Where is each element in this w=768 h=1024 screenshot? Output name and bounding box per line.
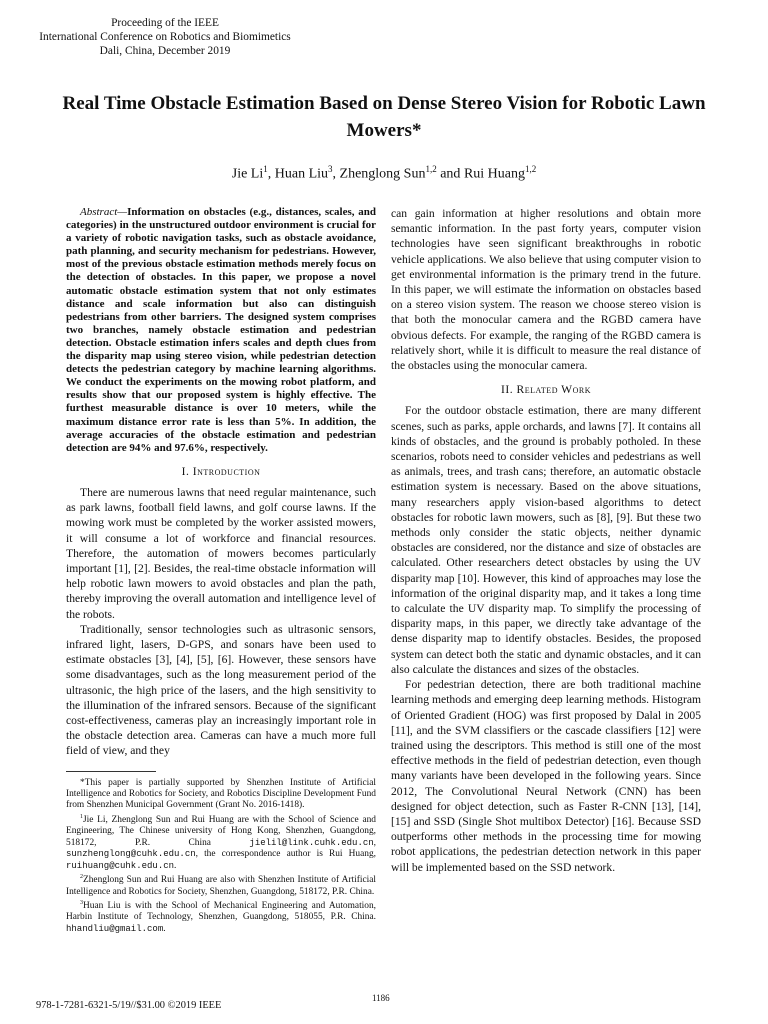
footnote-funding: *This paper is partially supported by Shenzhen Institute of Artificial Intelligence and Robotics for Society, and Robotics Discipline Development Fund from Shenzhen Municipal Government (Grant No. 2016-1418). [66, 777, 376, 811]
footnote-text: Jie Li, Zhenglong Sun and Rui Huang are with the School of Science and Engineering, The Chinese university of Hong Kong, Shenzhen, Guangdong, 518172, P.R. China [66, 814, 376, 848]
body-paragraph: For pedestrian detection, there are both traditional machine learning methods and emerging deep learning methods. Histogram of Oriented Gradient (HOG) was first proposed by Dalal in 2005 [11], and the SVM classifiers or the cascade classifiers [12] were trained using the descriptors. This method is still one of the most effective methods in the field of pedestrian detection, even though many variants have been developed in the following years. Since 2012, The Convolutional Neural Network (CNN) has been designed for object detection, such as Faster R-CNN [13], [14], [15] and SSD (Single Shot multibox Detector) [16]. Because SSD outperforms other methods in the processing time for mowing robot applications, the pedestrian detection network in this paper will be implemented based on the SSD network. [391, 678, 701, 874]
footnote-text: , the correspondence author is Rui Huang, [195, 849, 376, 860]
footnote-divider [66, 771, 156, 772]
page-number: 1186 [372, 993, 390, 1003]
author-affiliation: 1 [263, 164, 268, 174]
left-column [66, 206, 376, 935]
right-column [391, 206, 701, 875]
venue-line-2: International Conference on Robotics and Biomimetics [39, 31, 291, 43]
author-separator: , [267, 166, 275, 182]
footnote-affiliation-1: $^1$Jie Li, Zhenglong Sun and Rui Huang are with the School of Science and Engineering, The Chinese university of Hong Kong, Shenzhen, Guangdong, 518172, P.R. China jielil@link.cuhk.edu.cn, sunzhenglong@cuhk.edu.cn, the correspondence author is Rui Huang, ruihuang@cuhk.edu.cn. [66, 813, 376, 871]
venue-line-3: Dali, China, December 2019 [99, 45, 231, 57]
author-affiliation: 1,2 [525, 164, 537, 174]
body-paragraph: For the outdoor obstacle estimation, there are many different scenes, such as parks, apple orchards, and lawns [7]. It contains all kinds of obstacles, and the ground is probably potholed. In these scenarios, robots need to consider vehicles and pedestrians as well as animals, trees, and trash cans; therefore, an automatic obstacle estimation system is necessary. Based on the above situations, many researchers apply vision-based algorithms to detect obstacles for robotic lawn mowers, such as [8], [9]. But these two methods only consider the static objects, neither dynamic obstacles are considered, nor the distance and size of obstacles are calculated. Other researchers detect obstacles by using the UV disparity map [10]. However, this kind of approaches may lose the information of the original disparity map, and it takes a long time to calculate the UV disparity map. To simplify the processing of disparity maps, in this paper, we directly take advantage of the dense disparity map to identify obstacles. Besides, the proposed system can detect both the static and dynamic obstacles, and it can also calculate the distances and sizes of the obstacles. [391, 404, 701, 676]
author-separator: , [332, 166, 340, 182]
footnote-text: Zhenglong Sun and Rui Huang are also with Shenzhen Institute of Artificial Intelligence and Robotics for Society, Shenzhen, Guangdong, 518172, P.R. China. [66, 875, 376, 897]
email-address: hhandliu@gmail.com [66, 923, 164, 934]
paper-title: Real Time Obstacle Estimation Based on Dense Stereo Vision for Robotic Lawn Mowers* [62, 93, 706, 141]
conference-header [0, 16, 330, 58]
author-name: Zhenglong Sun [339, 166, 426, 182]
body-paragraph: There are numerous lawns that need regular maintenance, such as park lawns, football field lawns, and golf course lawns. If the mowing work must be completed by the worker assisted mowers, it will consume a lot of workforce and financial resources. Therefore, the automation of mowers becomes particularly important [1], [2]. Besides, the real-time obstacle information will help robotic lawn mowers to avoid obstacles and plan the path, thereby improving the overall automation and intelligence level of the robots. [66, 485, 376, 621]
author-list [0, 159, 768, 185]
email-address: ruihuang@cuhk.edu.cn [66, 860, 175, 871]
author-name: Rui Huang [463, 166, 525, 182]
author-affiliation: 1,2 [425, 164, 437, 174]
author-name: Jie Li [231, 166, 264, 182]
author-affiliation: 3 [328, 164, 333, 174]
body-paragraph: Traditionally, sensor technologies such as ultrasonic sensors, infrared light, lasers, D-GPS, and sonars have been used to estimate obstacles [3], [4], [5], [6]. However, these sensors have some disadvantages, such as the long measurement period of the ultrasonic, the high price of the lasers, and the high sensitivity to the illumination of the infrared sensors. Because of the significant cost-effectiveness, cameras play an increasingly important role in the obstacle detection area. Cameras can have a much more full field of view, and they [66, 622, 376, 758]
footnote-affiliation-3: $^3$Huan Liu is with the School of Mechanical Engineering and Automation, Harbin Institute of Technology, Shenzhen, Guangdong, 518055, P.R. China. hhandliu@gmail.com. [66, 899, 376, 934]
venue-line-1: Proceeding of the IEEE [111, 17, 219, 29]
email-address: sunzhenglong@cuhk.edu.cn [66, 849, 196, 860]
author-name: Huan Liu [274, 166, 329, 182]
isbn-copyright: 978-1-7281-6321-5/19//$31.00 ©2019 IEEE [36, 1000, 222, 1011]
abstract [66, 206, 376, 455]
abstract-text: Information on obstacles (e.g., distances, scales, and categories) in the unstructured outdoor environment is crucial for a variety of robotic navigation tasks, such as obstacle avoidance, path planning, and security mechanism for pedestrians. However, most of the previous obstacle estimation methods merely focus on the detection of obstacles. In this paper, we propose a novel automatic obstacle estimation system that not only estimates distance and scale information but also can distinguish pedestrians from other barriers. The designed system comprises two branches, namely obstacle estimation and pedestrian detection. Obstacle estimation infers scales and depth clues from the disparity map using stereo vision, while pedestrian detection detects the pedestrian category by machine learning algorithms. We conduct the experiments on the mowing robot platform, and results show that our proposed system is highly effective. The furthest measurable distance is over 10 meters, while the maximum distance error rate is less than 5%. In addition, the average accuracies of the obstacle estimation and pedestrian detection are 94% and 97.6%, respectively. [66, 206, 376, 454]
footnote-affiliation-2: $^2$Zhenglong Sun and Rui Huang are also with Shenzhen Institute of Artificial Intelligence and Robotics for Society, Shenzhen, Guangdong, 518172, P.R. China. [66, 874, 376, 897]
section-heading-related-work: II. Related Work [501, 383, 591, 397]
footnote-text: Huan Liu is with the School of Mechanical Engineering and Automation, Harbin Institute of Technology, Shenzhen, Guangdong, 518055, P.R. China. [66, 901, 376, 923]
body-paragraph-continued: can gain information at higher resolutions and obtain more semantic information. In the past forty years, computer vision technologies have seen significant breakthroughs in robotic vehicle applications. We also believe that using computer vision to get environmental information is the primary trend in the future. In this paper, we will estimate the information on obstacles based on a stereo vision system. The reason we choose stereo vision is that both the monocular camera and the RGBD camera have obvious defects. For example, the ranging of the RGBD camera is relatively short, while it is difficult to measure the real distance of the obstacles using the monocular camera. [391, 207, 701, 373]
section-heading-introduction: I. Introduction [181, 464, 261, 478]
email-address: jielil@link.cuhk.edu.cn [249, 837, 374, 848]
abstract-lead: Abstract— [80, 206, 128, 218]
author-separator: and [436, 166, 464, 182]
